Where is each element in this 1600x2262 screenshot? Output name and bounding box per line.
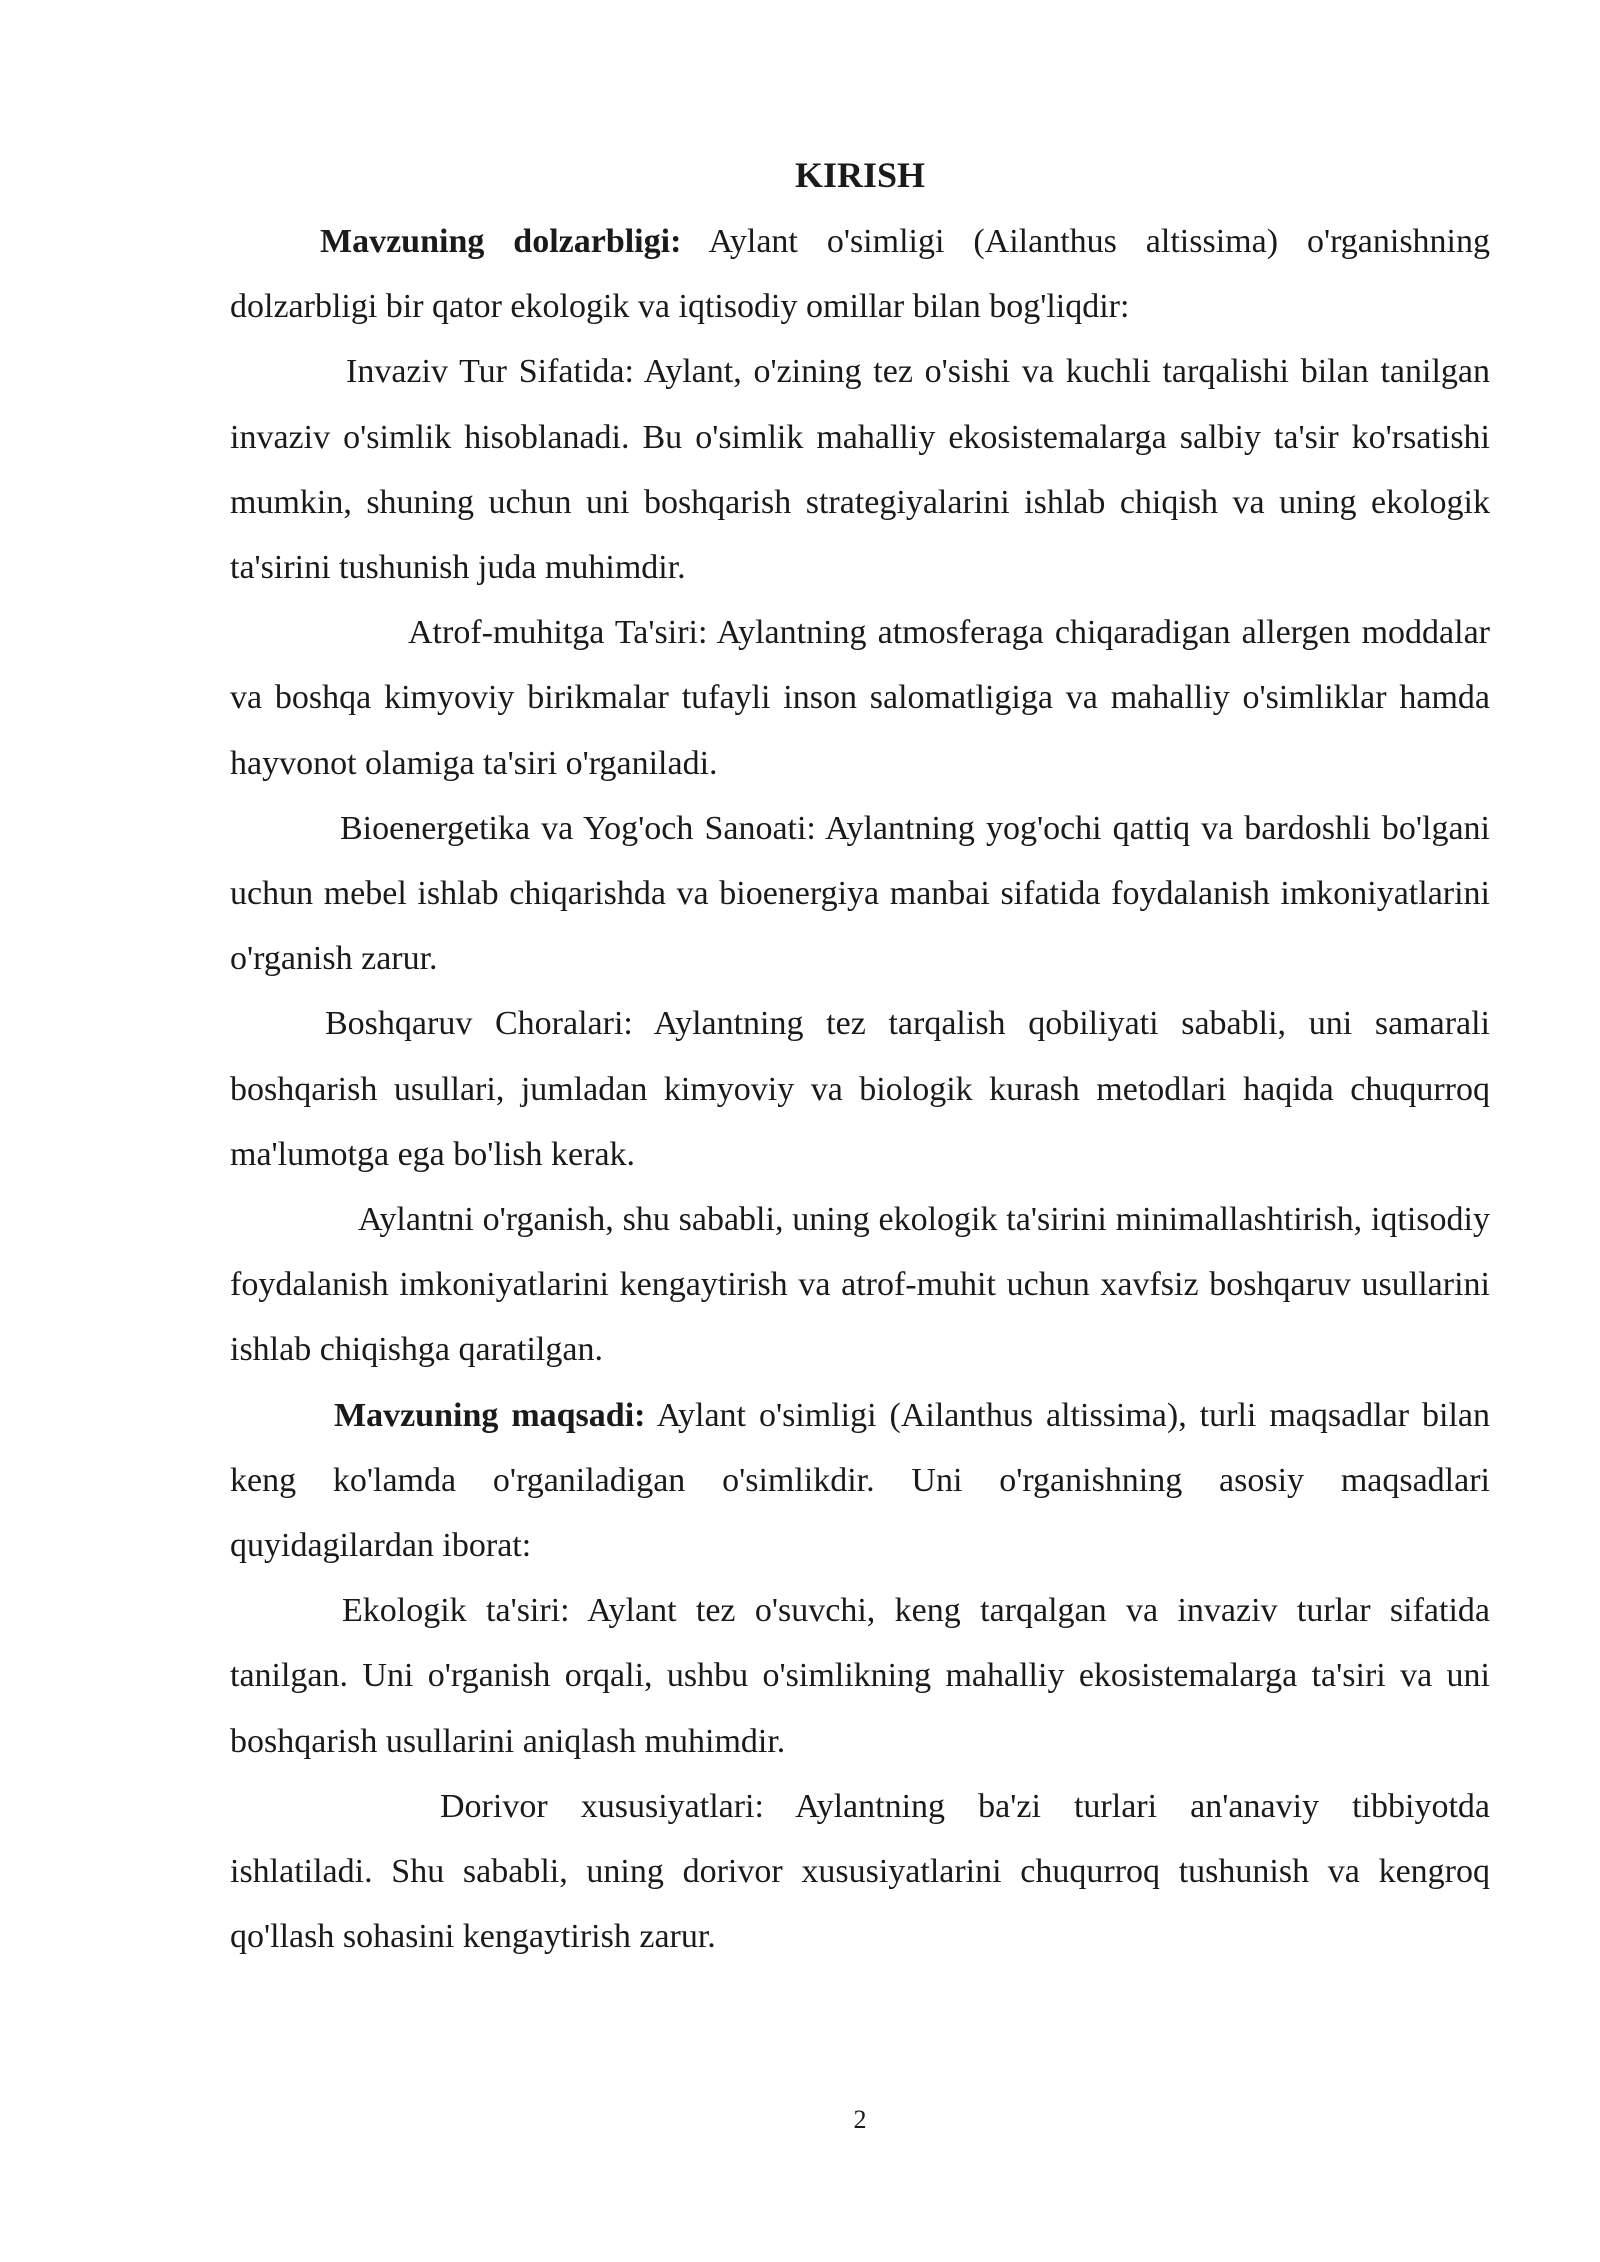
- paragraph-aylantni-organish: [230, 1187, 1490, 1383]
- paragraph-boshqaruv: [230, 991, 1490, 1187]
- paragraph-invaziv-tur: [230, 339, 1490, 600]
- paragraph-bioenergetika: [230, 796, 1490, 992]
- paragraph-text: Dorivor xususiyatlari: Aylantning ba'zi turlari an'anaviy tibbiyotda ishlatiladi. Shu sababli, uning dorivor xususiyatlarini chuqurroq tushunish va kengroq qo'llash sohasini kengaytirish zarur.: [230, 1787, 1490, 1956]
- page-number: 2: [853, 2105, 867, 2134]
- section-title: KIRISH: [794, 155, 926, 195]
- paragraph-text: Atrof-muhitga Ta'siri: Aylantning atmosferaga chiqaradigan allergen moddalar va boshqa kimyoviy birikmalar tufayli inson salomatligiga va mahalliy o'simliklar hamda hayvonot olamiga ta'siri o'rganiladi.: [230, 614, 1490, 782]
- paragraph-text: Aylantni o'rganish, shu sababli, uning ekologik ta'sirini minimallashtirish, iqtisodiy foydalanish imkoniyatlarini kengaytirish va atrof-muhit uchun xavfsiz boshqaruv usullarini ishlab chiqishga qaratilgan.: [230, 1201, 1490, 1369]
- paragraph-lead: Mavzuning maqsadi:: [334, 1396, 646, 1434]
- paragraph-text: Aylant o'simligi (Ailanthus altissima), turli maqsadlar bilan keng ko'lamda o'rganiladigan o'simlikdir. Uni o'rganishning asosiy maqsadlari quyidagilardan iborat:: [230, 1396, 1490, 1565]
- paragraph-text: Boshqaruv Choralari: Aylantning tez tarqalish qobiliyati sababli, uni samarali boshqarish usullari, jumladan kimyoviy va biologik kurash metodlari haqida chuqurroq ma'lumotga ega bo'lish kerak.: [230, 1005, 1490, 1173]
- paragraph-dolzarblik: [230, 209, 1490, 339]
- document-page: [230, 145, 1490, 1969]
- paragraph-lead: Mavzuning dolzarbligi:: [320, 223, 682, 260]
- paragraph-atrof-muhit: [230, 600, 1490, 796]
- paragraph-text: Aylant o'simligi (Ailanthus altissima) o'rganishning dolzarbligi bir qator ekologik va iqtisodiy omillar bilan bog'liqdir:: [230, 223, 1490, 326]
- paragraph-maqsad: [230, 1383, 1490, 1579]
- paragraph-text: Bioenergetika va Yog'och Sanoati: Aylantning yog'ochi qattiq va bardoshli bo'lgani uchun mebel ishlab chiqarishda va bioenergiya manbai sifatida foydalanish imkoniyatlarini o'rganish zarur.: [230, 809, 1490, 978]
- paragraph-text: Invaziv Tur Sifatida: Aylant, o'zining tez o'sishi va kuchli tarqalishi bilan tanilgan invaziv o'simlik hisoblanadi. Bu o'simlik mahalliy ekosistemalarga salbiy ta'sir ko'rsatishi mumkin, shuning uchun uni boshqarish strategiyalarini ishlab chiqish va uning ekologik ta'sirini tushunish juda muhimdir.: [230, 353, 1490, 587]
- paragraph-dorivor: [230, 1774, 1490, 1970]
- paragraph-ekologik-tasir: [230, 1578, 1490, 1774]
- paragraph-text: Ekologik ta'siri: Aylant tez o'suvchi, keng tarqalgan va invaziv turlar sifatida tanilgan. Uni o'rganish orqali, ushbu o'simlikning mahalliy ekosistemalarga ta'siri va uni boshqarish usullarini aniqlash muhimdir.: [230, 1592, 1490, 1760]
